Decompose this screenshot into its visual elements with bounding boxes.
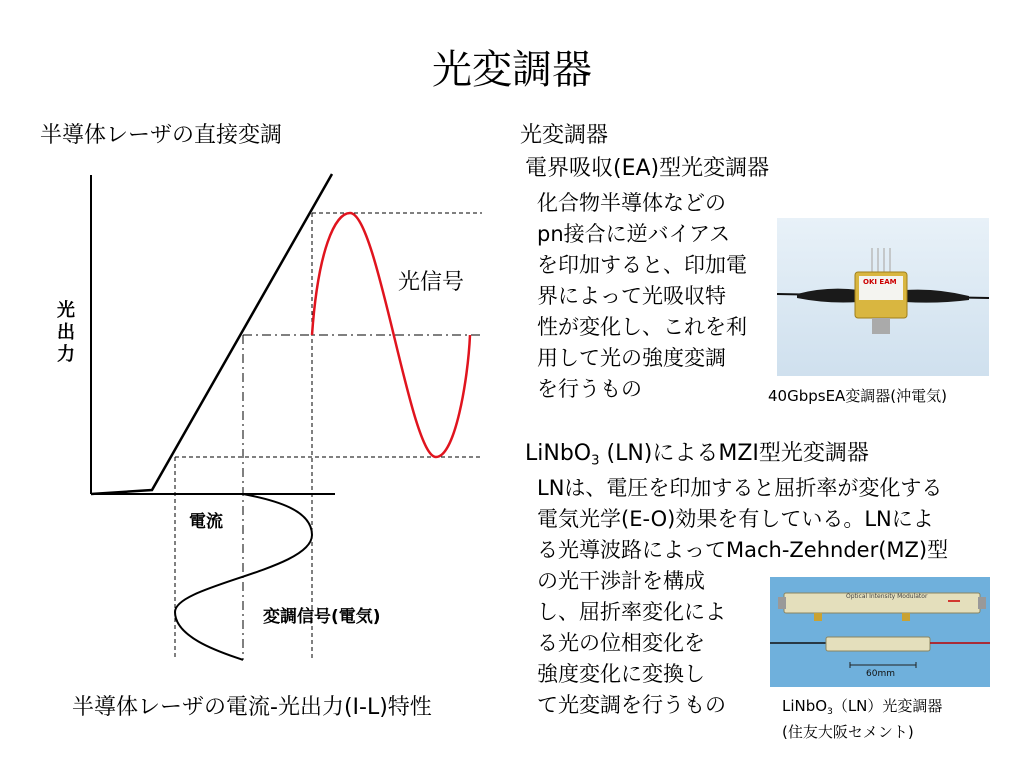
ea-description — [537, 188, 747, 405]
optical-output-label: 光出力 — [57, 300, 75, 365]
ln-line: LNは、電圧を印加すると屈折率が変化する — [537, 476, 943, 500]
modulation-signal-label: 変調信号(電気) — [263, 607, 381, 627]
il-curve — [91, 174, 332, 494]
ln-line: 電気光学(E-O)効果を有している。LNによ — [537, 507, 934, 531]
ea-line: pn接合に逆バイアス — [537, 222, 731, 246]
ln-photo-caption — [782, 696, 942, 742]
ln-modulator-photo — [770, 577, 990, 687]
ln-line: の光干渉計を構成 — [537, 569, 705, 593]
ea-line: を印加すると、印加電 — [537, 253, 747, 277]
ln-line: し、屈折率変化によ — [537, 600, 726, 624]
ea-line: を行うもの — [537, 377, 642, 401]
ln-description-wide — [537, 473, 948, 566]
ea-line: 化合物半導体などの — [537, 191, 726, 215]
current-label: 電流 — [189, 512, 223, 532]
caption-part: （LN）光変調器 — [832, 697, 943, 715]
ln-title — [525, 436, 869, 469]
ln-photo-caption-line1 — [782, 696, 942, 722]
ln-description-narrow — [537, 566, 726, 721]
ea-line: 性が変化し、これを利 — [537, 315, 747, 339]
right-heading: 光変調器 — [520, 123, 609, 148]
optical-signal-label: 光信号 — [398, 270, 465, 295]
ea-title: 電界吸収(EA)型光変調器 — [525, 156, 770, 181]
ea-line: 用して光の強度変調 — [537, 346, 726, 370]
ea-modulator-photo — [777, 218, 989, 376]
ln-line: る光導波路によってMach-Zehnder(MZ)型 — [537, 538, 949, 562]
ln-title-subscript: 3 — [591, 453, 600, 469]
ln-photo-caption-line2: (住友大阪セメント) — [782, 723, 914, 742]
left-caption: 半導体レーザの電流-光出力(I-L)特性 — [72, 695, 432, 720]
left-heading: 半導体レーザの直接変調 — [40, 123, 283, 148]
ea-line: 界によって光吸収特 — [537, 284, 726, 308]
ln-title-part: (LN)によるMZI型光変調器 — [599, 441, 869, 466]
ln-photo-label: Optical Intensity Modulator — [846, 593, 928, 600]
ln-line: て光変調を行うもの — [537, 693, 726, 717]
ln-photo-scale: 60mm — [866, 669, 895, 679]
caption-part: LiNbO — [782, 697, 828, 715]
ln-line: 強度変化に変換し — [537, 662, 705, 686]
ln-title-part: LiNbO — [525, 441, 592, 466]
caption-subscript: 3 — [827, 707, 833, 718]
ea-photo-label: OKI EAM — [863, 278, 897, 286]
page-title: 光変調器 — [432, 47, 592, 93]
ea-photo-caption: 40GbpsEA変調器(沖電気) — [768, 387, 948, 405]
ln-line: る光の位相変化を — [537, 631, 705, 655]
